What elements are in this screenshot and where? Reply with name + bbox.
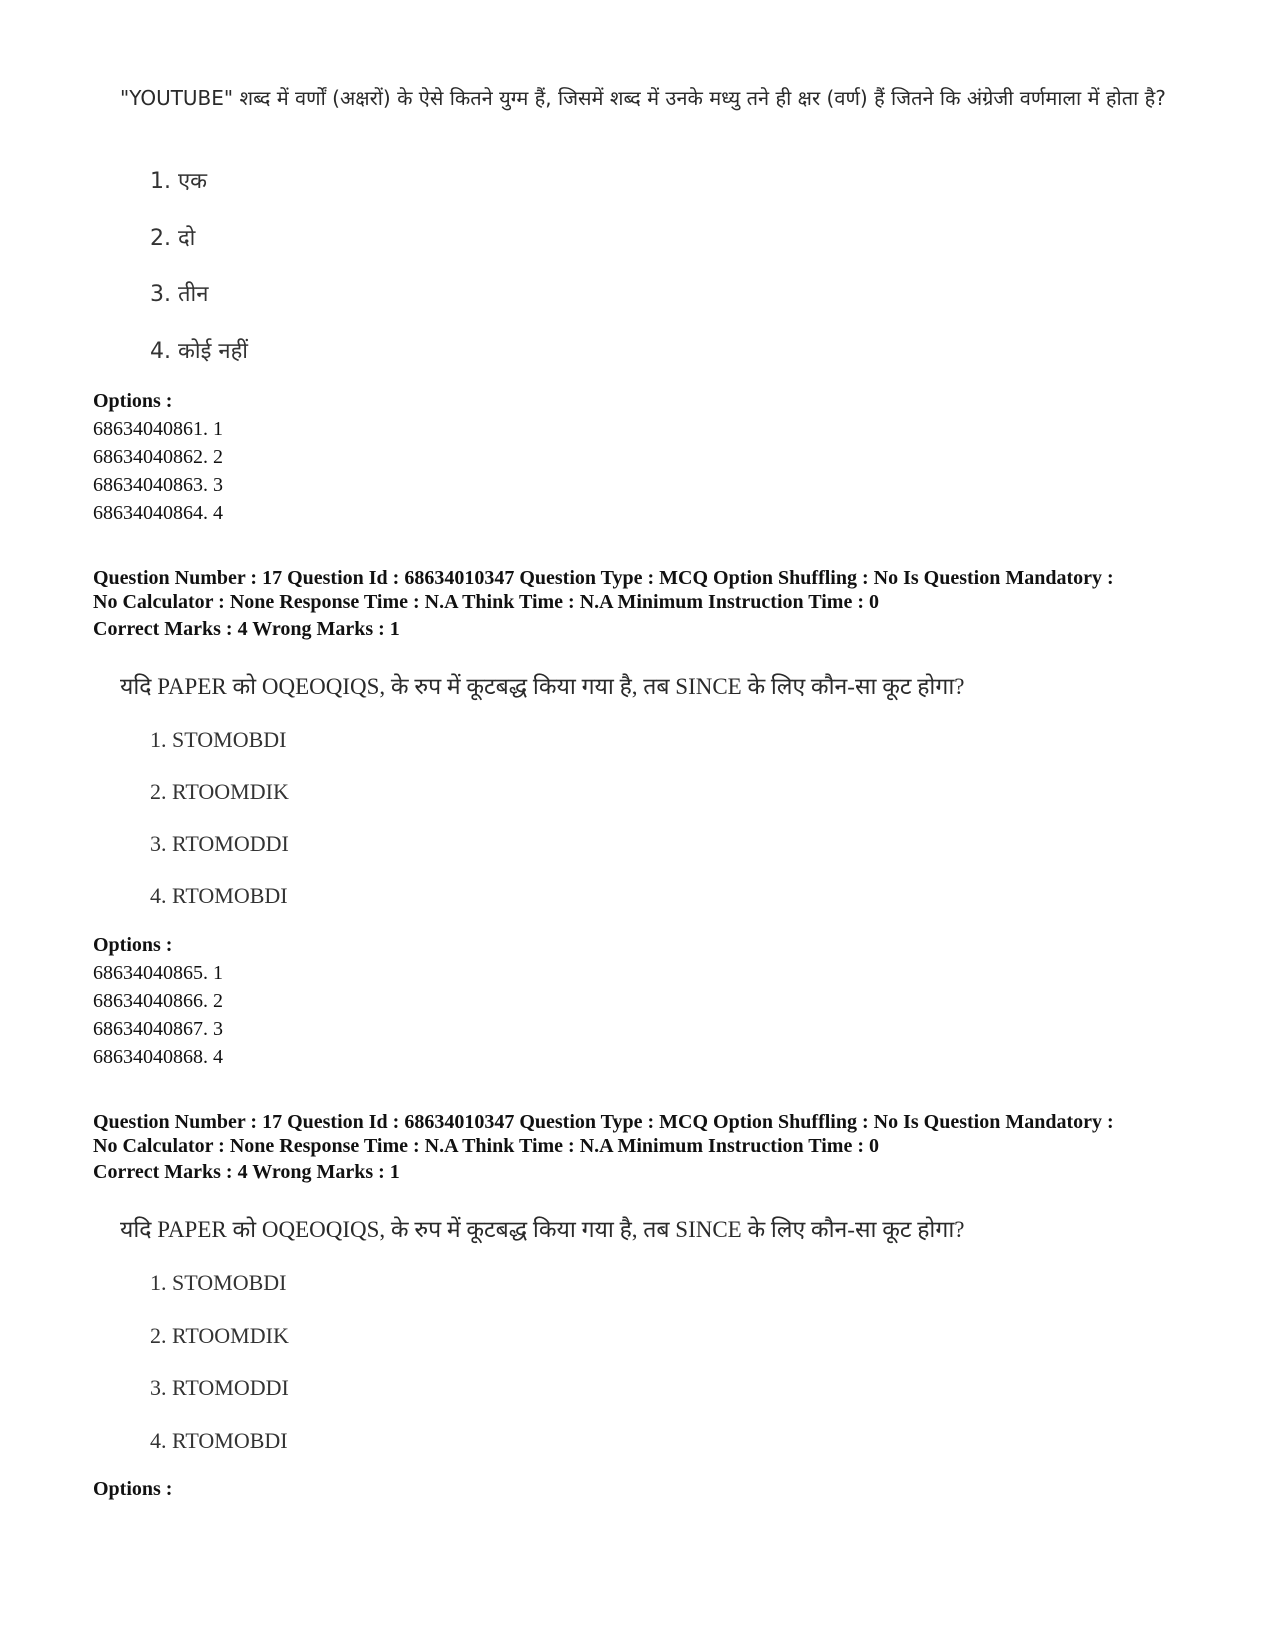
q17a-meta [93,566,1193,614]
q17b-options-label: Options : [93,1478,173,1500]
q17a-option-id-1: 68634040865. 1 [93,962,223,984]
q17a-option-id-3: 68634040867. 3 [93,1018,223,1040]
q17b-choice-1: 1. STOMOBDI [150,1270,287,1295]
q17a-options-label: Options : [93,934,173,956]
q17a-choice-4: 4. RTOMOBDI [150,883,288,908]
q17b-meta-line-2: No Calculator : None Response Time : N.A Think Time : N.A Minimum Instruction Time : 0 [93,1135,879,1157]
q16-choice-2: 2. दो [150,226,196,251]
q17a-choice-3: 3. RTOMODDI [150,831,289,856]
q17b-choice-4: 4. RTOMOBDI [150,1428,288,1453]
q17b-choice-3: 3. RTOMODDI [150,1375,289,1400]
q16-option-id-4: 68634040864. 4 [93,502,223,524]
q16-option-id-1: 68634040861. 1 [93,418,223,440]
question-16-text: "YOUTUBE" शब्द में वर्णों (अक्षरों) के ऐसे कितने युग्म हैं, जिसमें शब्द में उनके मध्यु तने ही क्षर (वर्ण) हैं जितने कि अंग्रेजी वर्णमाला में होता है? [120,86,1166,110]
q16-choice-1: 1. एक [150,169,208,194]
q17a-marks: Correct Marks : 4 Wrong Marks : 1 [93,618,400,640]
q17b-marks: Correct Marks : 4 Wrong Marks : 1 [93,1161,400,1183]
q17a-choice-1: 1. STOMOBDI [150,727,287,752]
q17b-meta [93,1110,1193,1158]
q17a-meta-line-2: No Calculator : None Response Time : N.A Think Time : N.A Minimum Instruction Time : 0 [93,591,879,613]
q16-options-label: Options : [93,390,173,412]
q17a-choice-2: 2. RTOOMDIK [150,779,289,804]
q17a-meta-line-1: Question Number : 17 Question Id : 68634010347 Question Type : MCQ Option Shuffling : No Is Question Mandatory : [93,567,1114,589]
q16-choice-4: 4. कोई नहीं [150,339,248,364]
question-17a-text: यदि PAPER को OQEOQIQS, के रुप में कूटबद्ध किया गया है, तब SINCE के लिए कौन-सा कूट होगा? [120,674,965,699]
q16-choice-3: 3. तीन [150,282,209,307]
q17a-option-id-4: 68634040868. 4 [93,1046,223,1068]
question-17b-text: यदि PAPER को OQEOQIQS, के रुप में कूटबद्ध किया गया है, तब SINCE के लिए कौन-सा कूट होगा? [120,1217,965,1242]
q16-option-id-2: 68634040862. 2 [93,446,223,468]
q17b-meta-line-1: Question Number : 17 Question Id : 68634010347 Question Type : MCQ Option Shuffling : No Is Question Mandatory : [93,1111,1114,1133]
q16-option-id-3: 68634040863. 3 [93,474,223,496]
q17b-choice-2: 2. RTOOMDIK [150,1323,289,1348]
q17a-option-id-2: 68634040866. 2 [93,990,223,1012]
